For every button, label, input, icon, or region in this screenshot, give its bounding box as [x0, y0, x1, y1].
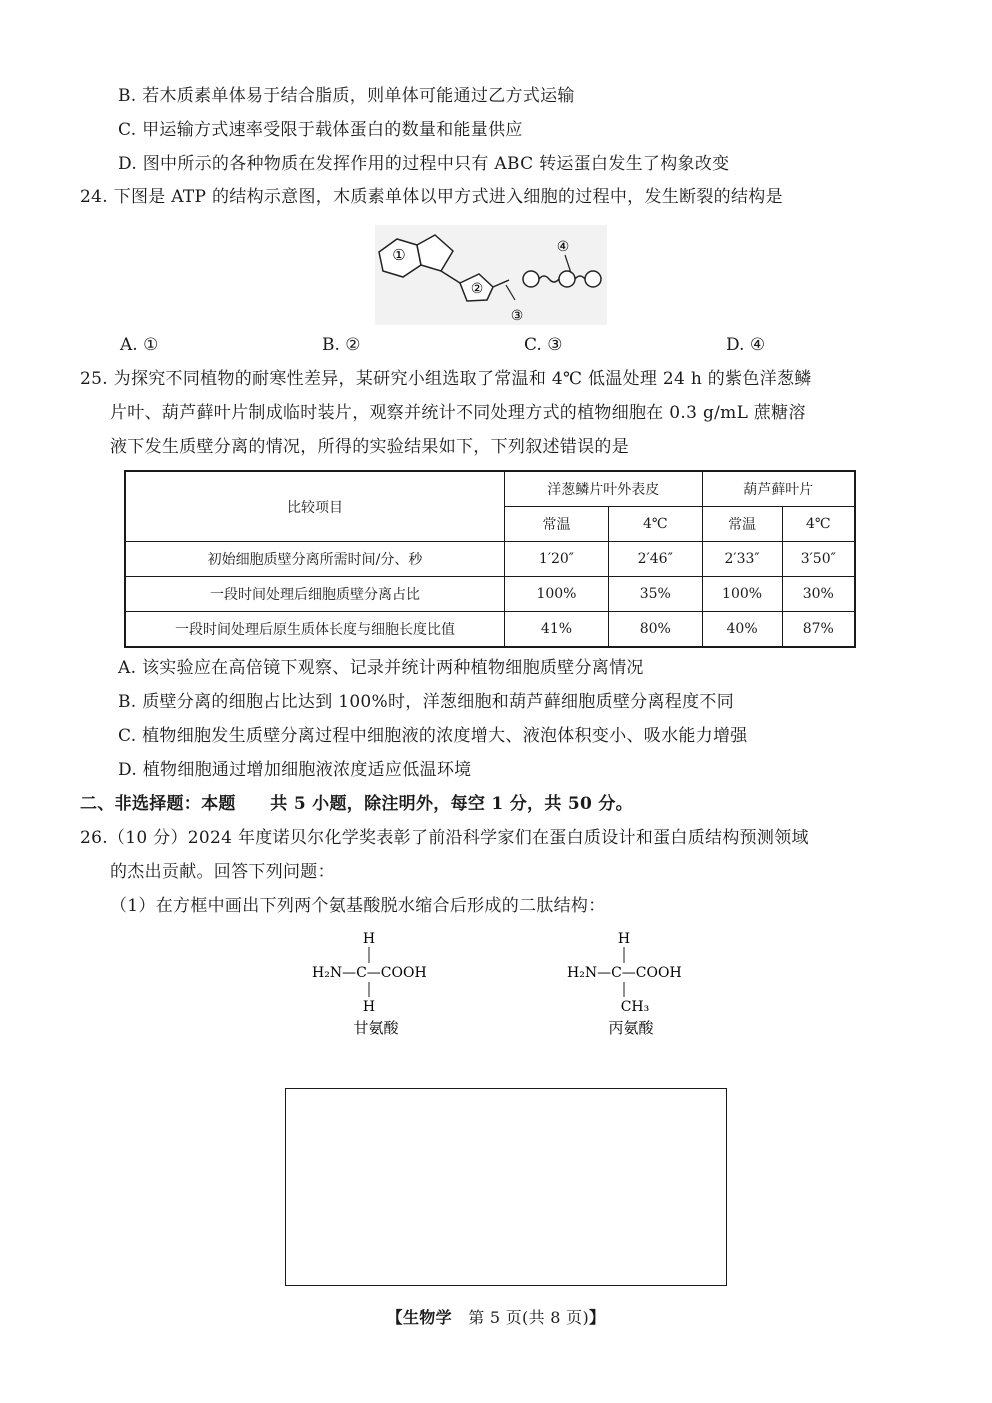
atp-structure-diagram: [375, 225, 607, 325]
glycine-main-chain: H₂N—C—COOH: [312, 965, 427, 981]
q23-option-b: B. 若木质素单体易于结合脂质，则单体可能通过乙方式运输: [118, 86, 575, 106]
q24-option-b: B. ②: [322, 335, 361, 355]
glycine-top-h: H: [362, 931, 376, 947]
q25-option-c: C. 植物细胞发生质壁分离过程中细胞液的浓度增大、液泡体积变小、吸水能力增强: [118, 726, 748, 746]
label-4: ④: [556, 239, 570, 255]
row-label: 一段时间处理后细胞质壁分离占比: [125, 577, 505, 612]
table-cell: 41%: [505, 612, 609, 648]
q25-stem-line3: 液下发生质壁分离的情况，所得的实验结果如下，下列叙述错误的是: [110, 437, 629, 457]
table-cell: 40%: [702, 612, 782, 648]
q25-option-a: A. 该实验应在高倍镜下观察、记录并统计两种植物细胞质壁分离情况: [118, 658, 644, 678]
q24-option-c: C. ③: [524, 335, 563, 355]
section-heading: 二、非选择题：本题 共 5 小题，除注明外，每空 1 分，共 50 分。: [80, 794, 633, 814]
label-1: ①: [392, 246, 406, 264]
label-2: ②: [470, 281, 484, 297]
q25-stem-line2: 片叶、葫芦藓叶片制成临时装片，观察并统计不同处理方式的植物细胞在 0.3 g/mL 蔗糖溶: [110, 403, 806, 423]
alanine-name: 丙氨酸: [608, 1019, 654, 1037]
row-label: 初始细胞质壁分离所需时间/分、秒: [125, 542, 505, 577]
glycine-name: 甘氨酸: [353, 1019, 399, 1037]
table-cell: 30%: [782, 577, 855, 612]
alanine-structure: [555, 925, 715, 1040]
table-row: [125, 612, 855, 648]
q23-option-c: C. 甲运输方式速率受限于载体蛋白的数量和能量供应: [118, 120, 523, 140]
table-cell: 87%: [782, 612, 855, 648]
row-label: 一段时间处理后原生质体长度与细胞长度比值: [125, 612, 505, 648]
q26-sub1: （1）在方框中画出下列两个氨基酸脱水缩合后形成的二肽结构：: [110, 896, 606, 916]
q25-option-d: D. 植物细胞通过增加细胞液浓度适应低温环境: [118, 760, 472, 780]
glycine-structure: [300, 925, 460, 1040]
sub-header: 4℃: [608, 507, 702, 542]
table-cell: 35%: [608, 577, 702, 612]
q26-stem-line2: 的杰出贡献。回答下列问题：: [110, 862, 335, 882]
alanine-main-chain: H₂N—C—COOH: [567, 965, 682, 981]
header-onion: 洋葱鳞片叶外表皮: [505, 471, 703, 507]
q24-stem: 24. 下图是 ATP 的结构示意图，木质素单体以甲方式进入细胞的过程中，发生断裂的结构是: [80, 187, 783, 207]
q23-option-d: D. 图中所示的各种物质在发挥作用的过程中只有 ABC 转运蛋白发生了构象改变: [118, 154, 730, 174]
answer-box[interactable]: [285, 1088, 727, 1286]
alanine-top-h: H: [617, 931, 631, 947]
glycine-bottom-h: H: [362, 999, 376, 1015]
table-cell: 1′20″: [505, 542, 609, 577]
table-cell: 3′50″: [782, 542, 855, 577]
header-moss: 葫芦藓叶片: [702, 471, 855, 507]
alanine-bottom-ch3: CH₃: [620, 999, 650, 1015]
table-cell: 2′46″: [608, 542, 702, 577]
sub-header: 常温: [505, 507, 609, 542]
table-row: [125, 577, 855, 612]
q24-option-d: D. ④: [726, 335, 766, 355]
q25-option-b: B. 质壁分离的细胞占比达到 100%时，洋葱细胞和葫芦藓细胞质壁分离程度不同: [118, 692, 735, 712]
sub-header: 常温: [702, 507, 782, 542]
page-footer: 【生物学 第 5 页(共 8 页)】: [386, 1308, 606, 1327]
q24-option-a: A. ①: [120, 335, 159, 355]
q26-stem-line1: 26.（10 分）2024 年度诺贝尔化学奖表彰了前沿科学家们在蛋白质设计和蛋白质结构预测领域: [80, 828, 809, 848]
sub-header: 4℃: [782, 507, 855, 542]
footer-subject: 生物学: [402, 1308, 452, 1327]
table-row: [125, 542, 855, 577]
q25-stem-line1: 25. 为探究不同植物的耐寒性差异，某研究小组选取了常温和 4℃ 低温处理 24 h 的紫色洋葱鳞: [80, 369, 812, 389]
header-item: 比较项目: [125, 471, 505, 542]
footer-page: 第 5 页(共 8 页): [468, 1308, 589, 1327]
experiment-table: [124, 470, 856, 648]
table-cell: 100%: [702, 577, 782, 612]
table-cell: 2′33″: [702, 542, 782, 577]
table-cell: 80%: [608, 612, 702, 648]
label-3: ③: [510, 308, 524, 324]
table-cell: 100%: [505, 577, 609, 612]
